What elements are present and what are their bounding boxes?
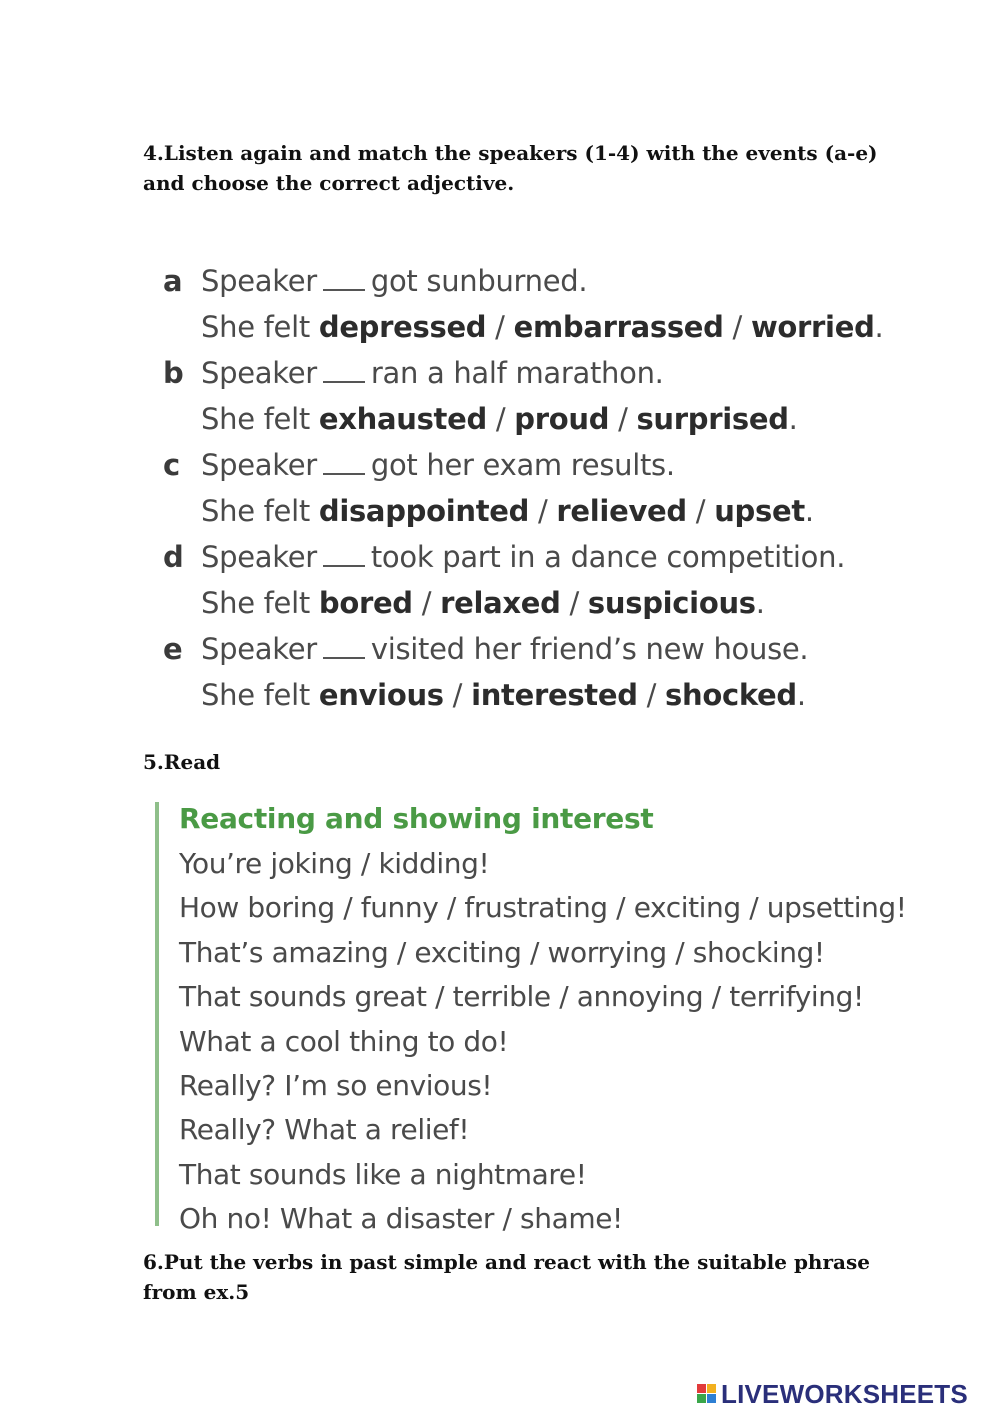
exercise-4-instruction: 4.Listen again and match the speakers (1-4) with the events (a-e) and choose the correct adjective. <box>143 141 878 195</box>
adjective-option[interactable]: bored <box>318 586 413 620</box>
liveworksheets-logo <box>697 1378 968 1410</box>
item-lines <box>201 534 845 626</box>
event-line <box>201 258 883 304</box>
speaker-number-blank[interactable] <box>323 472 365 475</box>
feeling-line <box>201 580 845 626</box>
speaker-label: Speaker <box>201 264 317 298</box>
phrase-item: That’s amazing / exciting / worrying / shocking! <box>179 935 825 969</box>
speaker-number-blank[interactable] <box>323 380 365 383</box>
phrase-item: Oh no! What a disaster / shame! <box>179 1202 623 1236</box>
adjective-option[interactable]: upset <box>714 494 805 528</box>
exercise-item-b <box>163 350 883 442</box>
option-separator: / <box>609 402 637 436</box>
adjective-option[interactable]: exhausted <box>318 402 487 436</box>
event-text: got her exam results. <box>370 448 675 482</box>
exercise-5-instruction: 5.Read <box>143 750 221 774</box>
speaker-number-blank[interactable] <box>323 288 365 291</box>
event-text: took part in a dance competition. <box>370 540 846 574</box>
adjective-option[interactable]: embarrassed <box>513 310 724 344</box>
speaker-label: Speaker <box>201 356 317 390</box>
logo-text: LIVEWORKSHEETS <box>721 1378 968 1409</box>
felt-label: She felt <box>201 310 310 344</box>
feeling-line <box>201 672 808 718</box>
option-separator: / <box>560 586 588 620</box>
speaker-number-blank[interactable] <box>323 656 365 659</box>
feeling-line <box>201 396 798 442</box>
felt-label: She felt <box>201 678 310 712</box>
adjective-option[interactable]: disappointed <box>318 494 530 528</box>
item-letter: c <box>163 448 181 482</box>
phrase-list <box>179 842 907 1242</box>
option-separator: / <box>412 586 441 620</box>
speaker-label: Speaker <box>201 632 317 666</box>
felt-label: She felt <box>201 402 310 436</box>
sentence-end: . <box>874 310 884 344</box>
speaker-number-blank[interactable] <box>323 564 365 567</box>
speaker-label: Speaker <box>201 540 317 574</box>
sentence-end: . <box>788 402 798 436</box>
logo-blocks-icon <box>697 1384 717 1404</box>
item-lines <box>201 350 798 442</box>
phrase-item: That sounds like a nightmare! <box>179 1157 587 1191</box>
phrase-item: Really? What a relief! <box>179 1113 470 1147</box>
item-letter: a <box>163 264 183 298</box>
option-separator: / <box>723 310 751 344</box>
exercise-6-instruction: 6.Put the verbs in past simple and react with the suitable phrase from ex.5 <box>143 1250 870 1304</box>
speaker-label: Speaker <box>201 448 317 482</box>
item-letter: d <box>163 540 184 574</box>
phrase-box-title: Reacting and showing interest <box>179 802 654 835</box>
event-text: visited her friend’s new house. <box>370 632 809 666</box>
item-lines <box>201 626 808 718</box>
event-text: got sunburned. <box>370 264 588 298</box>
adjective-option[interactable]: relieved <box>556 494 687 528</box>
adjective-option[interactable]: worried <box>750 310 875 344</box>
exercise-item-a <box>163 258 883 350</box>
sentence-end: . <box>796 678 806 712</box>
option-separator: / <box>486 310 514 344</box>
event-line <box>201 350 798 396</box>
sentence-end: . <box>804 494 814 528</box>
event-line <box>201 534 845 580</box>
adjective-option[interactable]: interested <box>471 678 638 712</box>
option-separator: / <box>686 494 715 528</box>
feeling-line <box>201 488 814 534</box>
exercise-item-e <box>163 626 883 718</box>
adjective-option[interactable]: relaxed <box>440 586 561 620</box>
item-letter: b <box>163 356 184 390</box>
adjective-option[interactable]: proud <box>514 402 610 436</box>
phrase-box <box>155 802 949 1236</box>
exercise-item-d <box>163 534 883 626</box>
adjective-option[interactable]: depressed <box>318 310 487 344</box>
option-separator: / <box>443 678 472 712</box>
event-line <box>201 626 808 672</box>
option-separator: / <box>486 402 515 436</box>
adjective-option[interactable]: envious <box>318 678 444 712</box>
felt-label: She felt <box>201 494 310 528</box>
exercise-item-c <box>163 442 883 534</box>
event-text: ran a half marathon. <box>370 356 664 390</box>
option-separator: / <box>529 494 557 528</box>
sentence-end: . <box>755 586 765 620</box>
adjective-option[interactable]: surprised <box>636 402 789 436</box>
item-letter: e <box>163 632 183 666</box>
phrase-item: Really? I’m so envious! <box>179 1069 493 1103</box>
phrase-item: That sounds great / terrible / annoying / terrifying! <box>179 980 864 1014</box>
felt-label: She felt <box>201 586 310 620</box>
phrase-item: How boring / funny / frustrating / exciting / upsetting! <box>179 891 907 925</box>
feeling-line <box>201 304 883 350</box>
phrase-item: You’re joking / kidding! <box>179 847 490 880</box>
item-lines <box>201 258 883 350</box>
item-lines <box>201 442 814 534</box>
exercise-4-list <box>163 258 883 718</box>
event-line <box>201 442 814 488</box>
adjective-option[interactable]: shocked <box>665 678 797 712</box>
adjective-option[interactable]: suspicious <box>587 586 756 620</box>
option-separator: / <box>637 678 666 712</box>
phrase-item: What a cool thing to do! <box>179 1024 509 1058</box>
